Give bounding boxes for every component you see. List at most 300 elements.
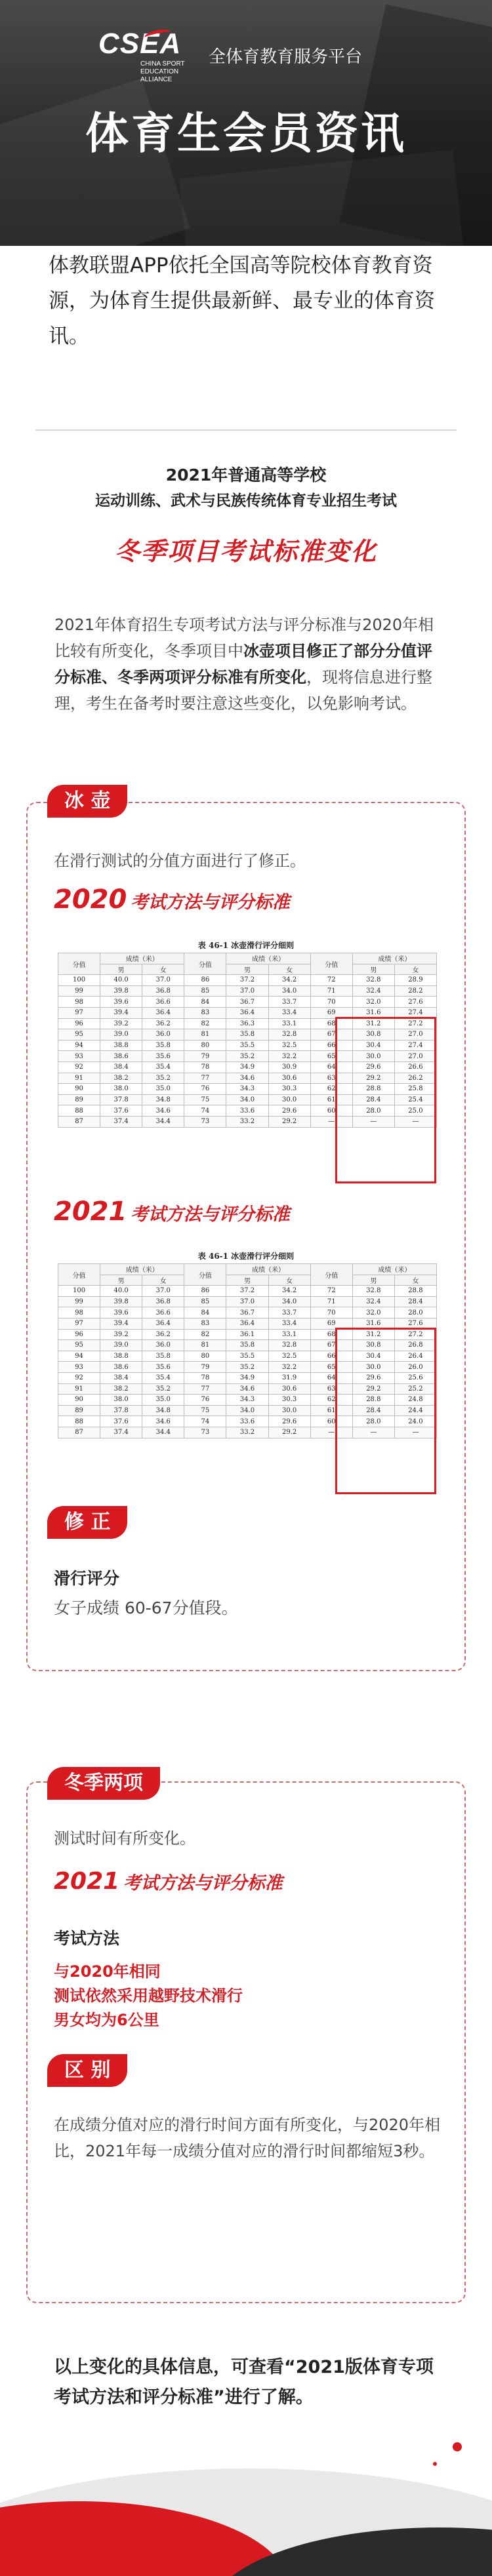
header-score: 分值 — [184, 953, 226, 975]
table-cell: 36.8 — [142, 985, 184, 997]
table-cell: 92 — [58, 1061, 100, 1073]
table-cell: 79 — [184, 1362, 226, 1373]
table-cell: 34.4 — [142, 1427, 184, 1438]
intro-text: 体教联盟APP依托全国高等院校体育教育资源，为体育生提供最新鲜、最专业的体育资讯。 — [49, 254, 435, 348]
table-cell: — — [310, 1427, 352, 1438]
table-cell: 32.2 — [268, 1362, 310, 1373]
table-cell: 33.7 — [268, 1307, 310, 1318]
table-cell: 30.0 — [268, 1094, 310, 1105]
main-heading: 冬季项目考试标准变化 — [114, 537, 377, 566]
table-cell: 78 — [184, 1372, 226, 1383]
table-cell: 99 — [58, 1296, 100, 1307]
table-cell: 27.2 — [394, 1018, 436, 1029]
table-cell: 38.2 — [100, 1383, 142, 1395]
summary-highlight: 冰壶项目修正了部分分值评分标准、冬季两项评分标准有所变化 — [54, 642, 432, 686]
curling-desc: 在滑行测试的分值方面进行了修正。 — [54, 852, 306, 870]
table-cell: 38.6 — [100, 1051, 142, 1062]
table-row — [58, 985, 437, 997]
year-2020-heading — [54, 884, 290, 915]
table-cell: 69 — [310, 1007, 352, 1018]
table-cell: 28.4 — [352, 1405, 394, 1416]
table-cell: — — [352, 1116, 394, 1127]
table-cell: 31.9 — [268, 1372, 310, 1383]
table-cell: 61 — [310, 1405, 352, 1416]
header-female: 女 — [142, 964, 184, 975]
table-cell: 76 — [184, 1084, 226, 1095]
table-cell: 40.0 — [100, 1286, 142, 1297]
table-cell: 26.2 — [394, 1073, 436, 1084]
table-cell: 67 — [310, 1340, 352, 1351]
table-cell: 97 — [58, 1318, 100, 1329]
table-cell: 98 — [58, 1307, 100, 1318]
table-row — [58, 1296, 437, 1307]
table-cell: 36.6 — [142, 997, 184, 1008]
table-cell: 38.8 — [100, 1351, 142, 1362]
table-cell: 30.0 — [268, 1405, 310, 1416]
decor-shape — [179, 149, 464, 246]
table-cell: 29.6 — [268, 1416, 310, 1427]
table-cell: 74 — [184, 1105, 226, 1117]
table-cell: 29.2 — [268, 1427, 310, 1438]
table-cell: 33.6 — [226, 1416, 268, 1427]
header-result: 成绩（米） — [226, 953, 310, 964]
table-cell: 24.4 — [394, 1405, 436, 1416]
table-cell: 37.6 — [100, 1416, 142, 1427]
table-cell: 24.0 — [394, 1416, 436, 1427]
table-cell: 81 — [184, 1340, 226, 1351]
table-cell: 28.8 — [352, 1395, 394, 1406]
table-cell: 37.4 — [100, 1427, 142, 1438]
table-cell: 97 — [58, 1007, 100, 1018]
table-cell: 63 — [310, 1383, 352, 1395]
table-cell: 36.4 — [226, 1318, 268, 1329]
table-cell: 26.0 — [394, 1362, 436, 1373]
table-cell: 30.8 — [352, 1029, 394, 1040]
table-cell: 28.2 — [394, 985, 436, 997]
table-cell: 34.4 — [142, 1116, 184, 1127]
table-cell: 34.6 — [142, 1105, 184, 1117]
table-cell: 37.2 — [226, 1286, 268, 1297]
table-cell: 27.4 — [394, 1040, 436, 1051]
header-result: 成绩（米） — [352, 953, 436, 964]
table-cell: 33.1 — [268, 1018, 310, 1029]
table-cell: 35.8 — [142, 1040, 184, 1051]
table-cell: 80 — [184, 1040, 226, 1051]
diff-tag: 区 别 — [47, 2054, 127, 2087]
table-cell: 35.5 — [226, 1351, 268, 1362]
table-cell: 92 — [58, 1372, 100, 1383]
table-cell: 34.6 — [226, 1073, 268, 1084]
table-cell: 38.4 — [100, 1061, 142, 1073]
table-cell: 36.2 — [142, 1329, 184, 1340]
table-cell: 64 — [310, 1372, 352, 1383]
decor-dot — [453, 2442, 462, 2451]
table-cell: 29.6 — [268, 1105, 310, 1117]
header-male: 男 — [100, 964, 142, 975]
table-cell: 66 — [310, 1351, 352, 1362]
table-cell: 98 — [58, 997, 100, 1008]
table-cell: — — [394, 1427, 436, 1438]
header-score: 分值 — [58, 1264, 100, 1286]
year-number: 2021 — [54, 1197, 127, 1227]
table-cell: 31.6 — [352, 1318, 394, 1329]
table-cell: 38.6 — [100, 1362, 142, 1373]
table-cell: 35.8 — [226, 1340, 268, 1351]
table-cell: 96 — [58, 1329, 100, 1340]
table-cell: 37.0 — [142, 975, 184, 986]
table-cell: 30.0 — [352, 1051, 394, 1062]
table-cell: 84 — [184, 997, 226, 1008]
table-cell: 81 — [184, 1029, 226, 1040]
table-cell: 79 — [184, 1051, 226, 1062]
table-cell: 28.8 — [394, 1286, 436, 1297]
table-cell: 38.8 — [100, 1040, 142, 1051]
table-cell: 34.0 — [226, 1094, 268, 1105]
table-cell: 77 — [184, 1073, 226, 1084]
table-cell: — — [310, 1116, 352, 1127]
table-cell: — — [394, 1116, 436, 1127]
header-result: 成绩（米） — [100, 1264, 184, 1275]
table-cell: 87 — [58, 1116, 100, 1127]
table-cell: 32.0 — [352, 1307, 394, 1318]
table-cell: 34.2 — [268, 1286, 310, 1297]
table-cell: 76 — [184, 1395, 226, 1406]
table-cell: 37.0 — [226, 1296, 268, 1307]
table-cell: 61 — [310, 1094, 352, 1105]
highlight-box — [335, 1328, 436, 1494]
table-cell: 35.2 — [142, 1383, 184, 1395]
csea-logo — [98, 28, 197, 83]
table-cell: 66 — [310, 1040, 352, 1051]
table-cell: 74 — [184, 1416, 226, 1427]
table-cell: 27.0 — [394, 1051, 436, 1062]
method-line: 测试依然采用越野技术滑行 — [54, 1987, 243, 2005]
footer-decoration — [0, 2429, 492, 2576]
fix-tag: 修 正 — [47, 1506, 127, 1539]
header-score: 分值 — [310, 953, 352, 975]
table-cell: 35.4 — [142, 1372, 184, 1383]
table-cell: 91 — [58, 1383, 100, 1395]
table-cell: 30.4 — [352, 1040, 394, 1051]
table-cell: 95 — [58, 1029, 100, 1040]
table-cell: 90 — [58, 1395, 100, 1406]
table-cell: 30.0 — [352, 1362, 394, 1373]
curling-section — [26, 789, 466, 1671]
header-result: 成绩（米） — [352, 1264, 436, 1275]
table-cell: 32.2 — [268, 1051, 310, 1062]
table-cell: 80 — [184, 1351, 226, 1362]
table-cell: 62 — [310, 1084, 352, 1095]
table-cell: 73 — [184, 1427, 226, 1438]
header-female: 女 — [268, 1275, 310, 1286]
table-cell: 33.2 — [226, 1116, 268, 1127]
table-cell: 77 — [184, 1383, 226, 1395]
table-cell: 32.8 — [352, 1286, 394, 1297]
exam-title-line2: 运动训练、武术与民族传统体育专业招生考试 — [95, 492, 397, 509]
table-cell: 95 — [58, 1340, 100, 1351]
table-cell: 29.2 — [352, 1383, 394, 1395]
closing-text: 以上变化的具体信息，可查看“2021版体育专项考试方法和评分标准”进行了解。 — [54, 2357, 434, 2408]
table-cell: 30.3 — [268, 1084, 310, 1095]
table-cell: 36.4 — [142, 1007, 184, 1018]
table-cell: 29.6 — [352, 1372, 394, 1383]
table-cell: 78 — [184, 1061, 226, 1073]
table-cell: 35.6 — [142, 1362, 184, 1373]
header-result: 成绩（米） — [100, 953, 184, 964]
page-title: 体育生会员资讯 — [85, 108, 407, 159]
table-cell: 32.5 — [268, 1040, 310, 1051]
table-cell: 37.0 — [226, 985, 268, 997]
header-male: 男 — [226, 964, 268, 975]
table-cell: 30.3 — [268, 1395, 310, 1406]
table-cell: 85 — [184, 1296, 226, 1307]
table-cell: — — [352, 1427, 394, 1438]
table-cell: 36.3 — [226, 1018, 268, 1029]
table-cell: 35.6 — [142, 1051, 184, 1062]
table-cell: 29.2 — [352, 1073, 394, 1084]
table-cell: 35.2 — [226, 1051, 268, 1062]
table-cell: 86 — [184, 975, 226, 986]
table-cell: 28.0 — [352, 1416, 394, 1427]
table-cell: 28.0 — [352, 1105, 394, 1117]
table-cell: 31.2 — [352, 1329, 394, 1340]
table-cell: 30.4 — [352, 1351, 394, 1362]
table-cell: 35.8 — [142, 1351, 184, 1362]
table-cell: 36.0 — [142, 1340, 184, 1351]
table-cell: 26.4 — [394, 1351, 436, 1362]
table-cell: 26.6 — [394, 1061, 436, 1073]
table-cell: 39.6 — [100, 1307, 142, 1318]
table-row — [58, 997, 437, 1008]
table-cell: 35.8 — [226, 1029, 268, 1040]
table-cell: 35.0 — [142, 1084, 184, 1095]
table-cell: 39.4 — [100, 1007, 142, 1018]
table-cell: 27.4 — [394, 1007, 436, 1018]
table-cell: 34.0 — [268, 985, 310, 997]
table-cell: 70 — [310, 997, 352, 1008]
table-cell: 94 — [58, 1040, 100, 1051]
table-cell: 34.2 — [268, 975, 310, 986]
year-suffix: 考试方法与评分标准 — [123, 1873, 283, 1893]
header-score: 分值 — [58, 953, 100, 975]
table-cell: 33.1 — [268, 1329, 310, 1340]
header-score: 分值 — [310, 1264, 352, 1286]
exam-title-line1: 2021年普通高等学校 — [165, 466, 327, 485]
table-cell: 37.8 — [100, 1405, 142, 1416]
table-title: 表 46-1 冰壶滑行评分细则 — [197, 941, 295, 950]
table-cell: 37.0 — [142, 1286, 184, 1297]
table-cell: 25.4 — [394, 1094, 436, 1105]
table-cell: 83 — [184, 1007, 226, 1018]
platform-name: 全体育教育服务平台 — [209, 47, 363, 67]
table-row — [58, 1307, 437, 1318]
hero-banner — [0, 0, 492, 246]
table-cell: 30.6 — [268, 1383, 310, 1395]
table-cell: 28.0 — [394, 1307, 436, 1318]
year-suffix: 考试方法与评分标准 — [130, 1204, 290, 1225]
table-cell: 28.4 — [394, 1296, 436, 1307]
table-cell: 100 — [58, 975, 100, 986]
table-cell: 64 — [310, 1061, 352, 1073]
table-cell: 31.2 — [352, 1018, 394, 1029]
table-cell: 86 — [184, 1286, 226, 1297]
table-cell: 38.0 — [100, 1395, 142, 1406]
table-cell: 30.8 — [352, 1340, 394, 1351]
table-cell: 30.9 — [268, 1061, 310, 1073]
table-cell: 35.2 — [142, 1073, 184, 1084]
table-cell: 83 — [184, 1318, 226, 1329]
table-cell: 72 — [310, 1286, 352, 1297]
fix-detail: 女子成绩 60-67分值段。 — [54, 1598, 238, 1617]
table-cell: 33.2 — [226, 1427, 268, 1438]
method-line: 与2020年相同 — [54, 1962, 161, 1981]
table-cell: 39.0 — [100, 1029, 142, 1040]
table-cell: 24.8 — [394, 1395, 436, 1406]
year-number: 2021 — [54, 1868, 120, 1895]
header-result: 成绩（米） — [226, 1264, 310, 1275]
table-cell: 32.0 — [352, 997, 394, 1008]
header-male: 男 — [352, 1275, 394, 1286]
table-cell: 34.3 — [226, 1395, 268, 1406]
header-score: 分值 — [184, 1264, 226, 1286]
table-cell: 33.4 — [268, 1318, 310, 1329]
table-cell: 39.8 — [100, 985, 142, 997]
biathlon-desc: 测试时间有所变化。 — [54, 1829, 195, 1848]
table-cell: 40.0 — [100, 975, 142, 986]
table-cell: 71 — [310, 1296, 352, 1307]
table-cell: 36.8 — [142, 1296, 184, 1307]
table-cell: 91 — [58, 1073, 100, 1084]
table-cell: 36.4 — [142, 1318, 184, 1329]
table-cell: 89 — [58, 1405, 100, 1416]
table-cell: 31.6 — [352, 1007, 394, 1018]
table-cell: 26.8 — [394, 1340, 436, 1351]
table-cell: 34.9 — [226, 1372, 268, 1383]
table-cell: 39.8 — [100, 1296, 142, 1307]
table-cell: 34.8 — [142, 1405, 184, 1416]
table-cell: 33.6 — [226, 1105, 268, 1117]
table-cell: 69 — [310, 1318, 352, 1329]
table-cell: 32.8 — [268, 1340, 310, 1351]
table-cell: 75 — [184, 1094, 226, 1105]
table-cell: 36.1 — [226, 1329, 268, 1340]
table-cell: 37.6 — [100, 1105, 142, 1117]
method-line: 男女均为6公里 — [54, 2011, 159, 2029]
table-cell: 35.0 — [142, 1395, 184, 1406]
table-cell: 82 — [184, 1018, 226, 1029]
year-number: 2020 — [54, 884, 127, 915]
table-cell: 27.6 — [394, 1318, 436, 1329]
table-cell: 39.0 — [100, 1340, 142, 1351]
table-cell: 39.2 — [100, 1329, 142, 1340]
table-cell: 99 — [58, 985, 100, 997]
table-cell: 28.8 — [352, 1084, 394, 1095]
table-cell: 60 — [310, 1416, 352, 1427]
year-suffix: 考试方法与评分标准 — [130, 892, 290, 913]
table-cell: 72 — [310, 975, 352, 986]
table-cell: 39.6 — [100, 997, 142, 1008]
table-cell: 33.4 — [268, 1007, 310, 1018]
table-cell: 34.9 — [226, 1061, 268, 1073]
table-cell: 93 — [58, 1051, 100, 1062]
table-cell: 32.4 — [352, 985, 394, 997]
table-cell: 39.2 — [100, 1018, 142, 1029]
header-female: 女 — [142, 1275, 184, 1286]
table-cell: 27.6 — [394, 997, 436, 1008]
table-cell: 32.8 — [268, 1029, 310, 1040]
table-cell: 34.6 — [142, 1416, 184, 1427]
table-cell: 25.2 — [394, 1383, 436, 1395]
fix-item: 滑行评分 — [54, 1569, 120, 1588]
table-cell: 88 — [58, 1105, 100, 1117]
table-cell: 37.4 — [100, 1116, 142, 1127]
table-cell: 36.7 — [226, 1307, 268, 1318]
table-cell: 28.9 — [394, 975, 436, 986]
summary-text: ，现将信息进行整理，考生在备考时要注意这些变化，以免影响考试。 — [54, 668, 432, 713]
table-cell: 65 — [310, 1362, 352, 1373]
table-cell: 94 — [58, 1351, 100, 1362]
table-cell: 63 — [310, 1073, 352, 1084]
table-cell: 90 — [58, 1084, 100, 1095]
table-cell: 35.5 — [226, 1040, 268, 1051]
header-female: 女 — [394, 964, 436, 975]
table-cell: 36.7 — [226, 997, 268, 1008]
diff-text: 在成绩分值对应的滑行时间方面有所变化，与2020年相比，2021年每一成绩分值对应的滑行时间都缩短3秒。 — [54, 2116, 441, 2160]
table-cell: 34.8 — [142, 1094, 184, 1105]
table-cell: 65 — [310, 1051, 352, 1062]
table-title: 表 46-1 冰壶滑行评分细则 — [197, 1252, 295, 1261]
table-cell: 33.7 — [268, 997, 310, 1008]
biathlon-tag: 冬季两项 — [47, 1767, 160, 1800]
method-lines — [54, 1960, 243, 2032]
header-male: 男 — [352, 964, 394, 975]
table-cell: 25.0 — [394, 1105, 436, 1117]
table-cell: 29.6 — [352, 1061, 394, 1073]
header-male: 男 — [100, 1275, 142, 1286]
logo-text: CSEA — [98, 28, 182, 60]
biathlon-section — [26, 1772, 466, 2303]
curling-tag: 冰 壶 — [47, 785, 127, 818]
decor-dot — [433, 2462, 437, 2466]
table-cell: 87 — [58, 1427, 100, 1438]
header-female: 女 — [394, 1275, 436, 1286]
table-cell: 32.4 — [352, 1296, 394, 1307]
table-cell: 27.2 — [394, 1329, 436, 1340]
table-cell: 82 — [184, 1329, 226, 1340]
table-cell: 29.2 — [268, 1116, 310, 1127]
table-cell: 38.2 — [100, 1073, 142, 1084]
table-cell: 34.0 — [268, 1296, 310, 1307]
table-cell: 36.2 — [142, 1018, 184, 1029]
table-row — [58, 975, 437, 986]
table-cell: 25.8 — [394, 1084, 436, 1095]
table-cell: 89 — [58, 1094, 100, 1105]
method-label: 考试方法 — [54, 1929, 120, 1948]
table-cell: 88 — [58, 1416, 100, 1427]
table-cell: 68 — [310, 1018, 352, 1029]
table-cell: 36.6 — [142, 1307, 184, 1318]
table-cell: 30.6 — [268, 1073, 310, 1084]
table-cell: 38.0 — [100, 1084, 142, 1095]
table-cell: 32.5 — [268, 1351, 310, 1362]
table-cell: 35.2 — [226, 1362, 268, 1373]
table-cell: 34.0 — [226, 1405, 268, 1416]
table-cell: 85 — [184, 985, 226, 997]
table-cell: 35.4 — [142, 1061, 184, 1073]
table-cell: 36.0 — [142, 1029, 184, 1040]
table-cell: 37.2 — [226, 975, 268, 986]
year-2021-heading — [54, 1868, 283, 1895]
